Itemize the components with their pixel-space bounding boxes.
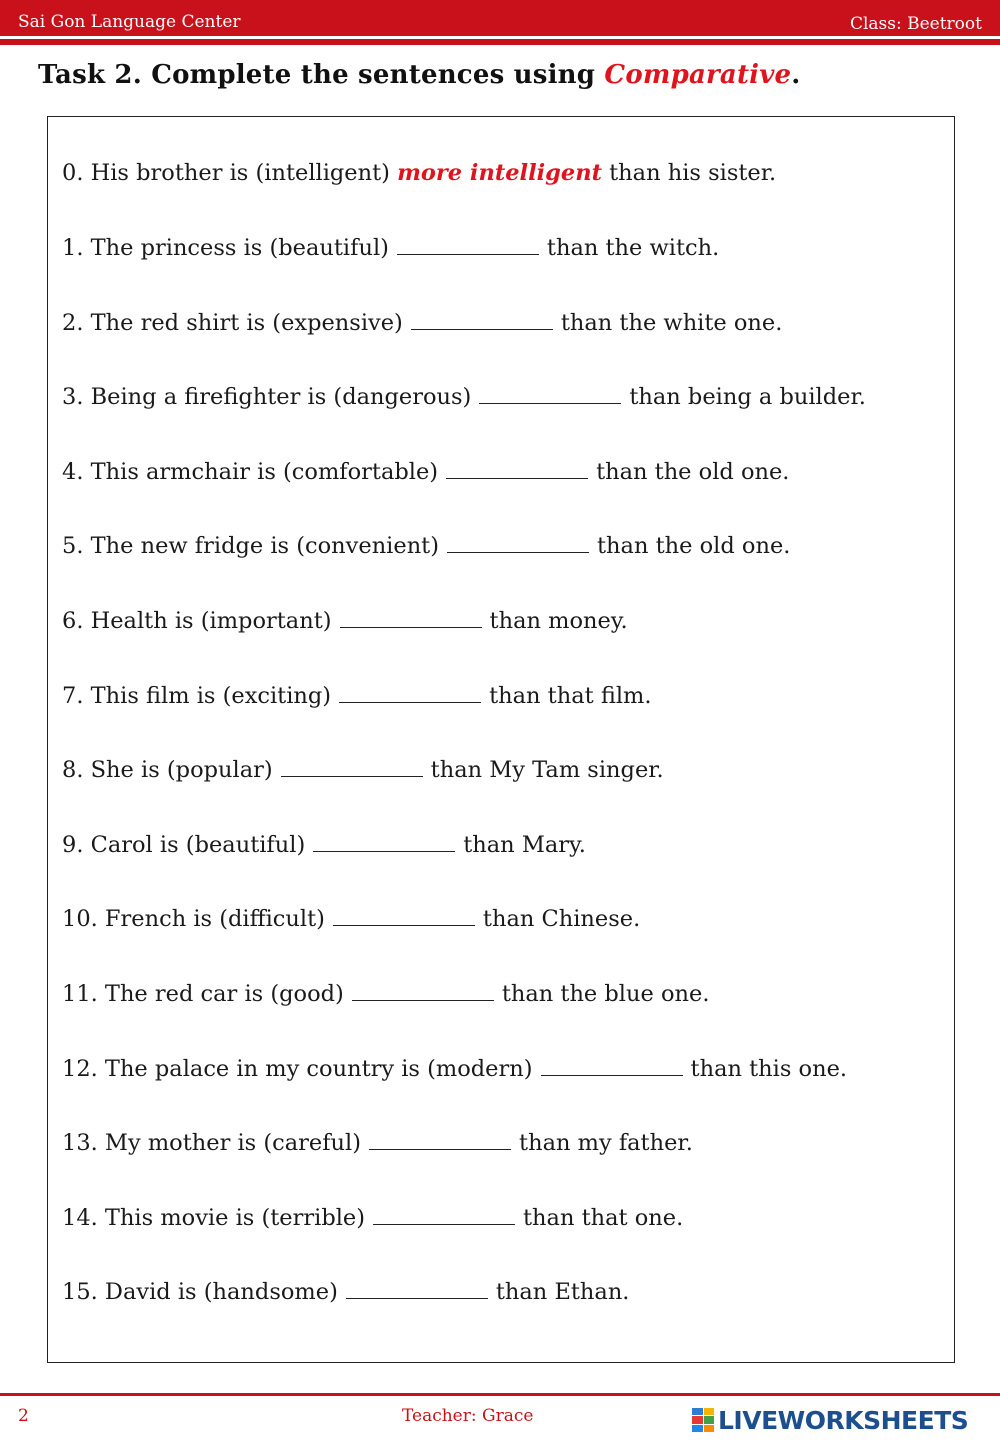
logo-grid-icon	[692, 1408, 714, 1432]
answer-blank[interactable]	[340, 624, 482, 628]
sentence-text-after: than money.	[489, 608, 628, 634]
sentence-text-after: than this one.	[690, 1055, 848, 1082]
sentence-text-after: than Ethan.	[495, 1279, 630, 1306]
sentence-item	[62, 757, 664, 783]
header-bar	[0, 0, 1000, 36]
example-after: than his sister.	[601, 160, 777, 186]
sentence-text-after: than being a builder.	[629, 384, 866, 411]
sentence-text-before: 8. She is (popular)	[62, 757, 273, 784]
answer-blank[interactable]	[313, 848, 455, 852]
sentence-text-before: 2. The red shirt is (expensive)	[62, 309, 403, 336]
sentence-item	[62, 1205, 683, 1231]
example-before: 0. His brother is (intelligent)	[62, 160, 398, 186]
sentence-text-after: than My Tam singer.	[430, 757, 664, 784]
answer-blank[interactable]	[369, 1146, 511, 1150]
answer-blank[interactable]	[541, 1072, 683, 1076]
sentence-text-before: 15. David is (handsome)	[62, 1279, 338, 1306]
task-title-suffix: .	[791, 60, 801, 90]
sentence-text-before: 5. The new fridge is (convenient)	[62, 533, 440, 560]
sentence-item	[62, 906, 640, 932]
logo-text: LIVEWORKSHEETS	[718, 1405, 969, 1435]
footer-divider	[0, 1393, 1000, 1396]
sentence-item	[62, 1130, 693, 1156]
sentence-text-after: than my father.	[519, 1130, 693, 1157]
answer-blank[interactable]	[339, 699, 481, 703]
class-label: Class: Beetroot	[849, 14, 982, 34]
sentence-text-before: 3. Being a firefighter is (dangerous)	[62, 384, 472, 411]
sentence-text-before: 13. My mother is (careful)	[62, 1130, 362, 1157]
answer-blank[interactable]	[352, 997, 494, 1001]
sentence-item	[62, 384, 866, 410]
sentence-item	[62, 533, 790, 559]
sentence-text-after: than that film.	[489, 682, 652, 709]
sentence-text-after: than the witch.	[546, 235, 720, 261]
sentence-text-before: 4. This armchair is (comfortable)	[62, 458, 439, 485]
example-answer: more intelligent	[397, 160, 602, 186]
sentence-text-before: 1. The princess is (beautiful)	[62, 235, 389, 261]
center-name: Sai Gon Language Center	[18, 12, 241, 32]
answer-blank[interactable]	[446, 475, 588, 479]
sentence-text-after: than that one.	[523, 1204, 684, 1231]
sentence-text-before: 10. French is (difficult)	[62, 906, 325, 933]
sentence-text-before: 9. Carol is (beautiful)	[62, 831, 306, 858]
answer-blank[interactable]	[479, 400, 621, 404]
sentence-text-before: 14. This movie is (terrible)	[62, 1204, 366, 1231]
sentence-text-after: than Mary.	[463, 831, 586, 858]
page-number: 2	[18, 1406, 29, 1426]
sentence-item	[62, 832, 586, 858]
task-title	[38, 60, 801, 90]
task-title-prefix: Task 2. Complete the sentences using	[38, 60, 605, 90]
answer-blank[interactable]	[411, 326, 553, 330]
task-title-keyword: Comparative	[604, 60, 792, 90]
sentence-item	[62, 1056, 847, 1082]
sentence-text-after: than the blue one.	[501, 981, 710, 1007]
exercise-box	[47, 116, 955, 1363]
sentence-text-after: than the old one.	[597, 533, 791, 560]
liveworksheets-logo	[692, 1404, 968, 1436]
sentence-item	[62, 459, 789, 485]
example-sentence	[62, 160, 776, 186]
sentence-item	[62, 235, 719, 261]
sentence-item	[62, 608, 628, 634]
answer-blank[interactable]	[373, 1221, 515, 1225]
header-divider	[0, 39, 1000, 45]
sentence-text-before: 12. The palace in my country is (modern)	[62, 1055, 533, 1082]
sentence-item	[62, 310, 782, 336]
answer-blank[interactable]	[346, 1295, 488, 1299]
sentence-text-after: than the white one.	[560, 309, 783, 336]
sentence-text-after: than Chinese.	[482, 906, 641, 933]
answer-blank[interactable]	[333, 922, 475, 926]
sentence-text-before: 11. The red car is (good)	[62, 981, 344, 1007]
answer-blank[interactable]	[447, 549, 589, 553]
sentence-item	[62, 981, 709, 1007]
answer-blank[interactable]	[281, 773, 423, 777]
sentence-text-after: than the old one.	[596, 458, 790, 485]
teacher-name: Teacher: Grace	[402, 1406, 534, 1426]
answer-blank[interactable]	[397, 251, 539, 255]
sentence-text-before: 6. Health is (important)	[62, 608, 332, 634]
sentence-item	[62, 683, 652, 709]
sentence-text-before: 7. This film is (exciting)	[62, 682, 332, 709]
sentence-item	[62, 1279, 629, 1305]
